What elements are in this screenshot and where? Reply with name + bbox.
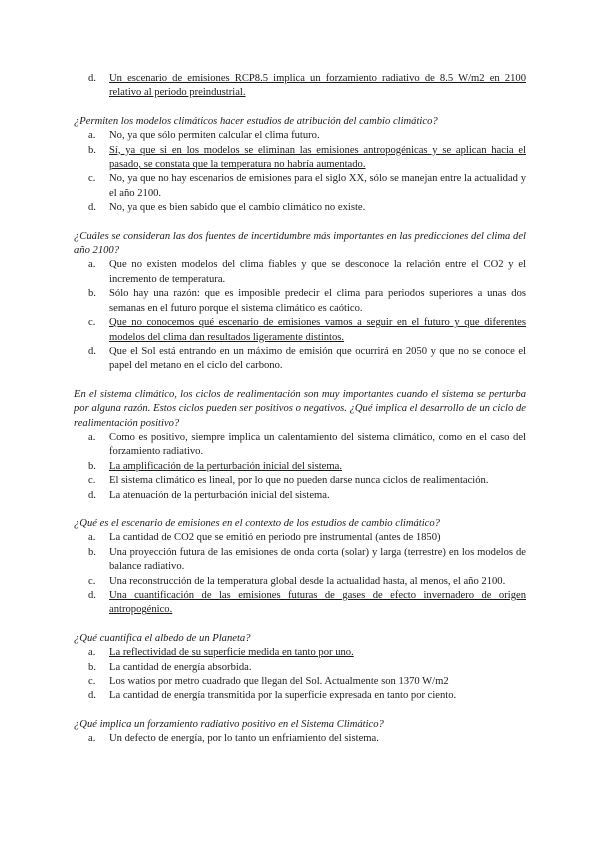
correct-answer-text: La amplificación de la perturbación inicial del sistema.: [109, 460, 342, 472]
option-letter: d.: [88, 202, 96, 214]
answer-option: [74, 546, 526, 575]
question-block: [74, 517, 526, 618]
answer-text: Los watios por metro cuadrado que llegan del Sol. Actualmente son 1370 W/m2: [109, 676, 449, 688]
option-letter: d.: [88, 590, 96, 601]
answer-text: Que no existen modelos del clima fiables y que se desconoce la relación entre el CO2 y el incremento de temperatura.: [109, 259, 526, 285]
question-text: En el sistema climático, los ciclos de realimentación son muy importantes cuando el sistema se perturba por alguna razón. Estos ciclos pueden ser positivos o negativos. ¿Qué implica el desarrollo de un ciclo de realimentación positivo?: [74, 388, 526, 429]
option-letter: a.: [88, 532, 96, 544]
answer-option: [74, 316, 526, 345]
option-letter: b.: [88, 144, 96, 156]
option-letter: a.: [88, 647, 96, 659]
answer-text: La atenuación de la perturbación inicial del sistema.: [109, 489, 330, 501]
correct-answer-text: Una cuantificación de las emisiones futuras de gases de efecto invernadero de origen antropogénico.: [109, 590, 526, 616]
answer-list: [74, 72, 526, 101]
answer-option: [74, 72, 526, 101]
answer-text: Un defecto de energía, por lo tanto un enfriamiento del sistema.: [109, 733, 379, 745]
option-letter: c.: [88, 475, 96, 487]
option-letter: a.: [88, 733, 96, 745]
answer-list: [74, 531, 526, 617]
question-text: ¿Qué cuantifica el albedo de un Planeta?: [74, 632, 251, 644]
option-letter: d.: [88, 489, 96, 501]
option-letter: a.: [88, 259, 96, 271]
question-block: [74, 632, 526, 704]
answer-option: [74, 575, 526, 589]
answer-option: [74, 287, 526, 316]
answer-text: No, ya que sólo permiten calcular el clima futuro.: [109, 130, 320, 142]
answer-list: [74, 258, 526, 373]
answer-list: [74, 129, 526, 215]
question-block: [74, 72, 526, 101]
question-text: ¿Cuáles se consideran las dos fuentes de incertidumbre más importantes en las predicciones del clima del año 2100?: [74, 230, 526, 257]
answer-text: La cantidad de energía absorbida.: [109, 661, 252, 673]
option-letter: a.: [88, 130, 96, 142]
option-letter: a.: [88, 431, 96, 443]
answer-option: [74, 675, 526, 689]
answer-text: La cantidad de energía transmitida por la superficie expresada en tanto por ciento.: [109, 690, 457, 702]
correct-answer-text: Un escenario de emisiones RCP8.5 implica un forzamiento radiativo de 8.5 W/m2 en 2100 relativo al periodo preindustrial.: [109, 73, 526, 99]
option-letter: b.: [88, 460, 96, 472]
answer-list: [74, 646, 526, 704]
question-text: ¿Permiten los modelos climáticos hacer estudios de atribución del cambio climático?: [74, 115, 438, 127]
question-block: [74, 230, 526, 374]
question-block: [74, 718, 526, 747]
answer-option: [74, 489, 526, 503]
question-block: [74, 115, 526, 216]
option-letter: d.: [88, 73, 96, 84]
option-letter: d.: [88, 690, 96, 702]
answer-text: Una reconstrucción de la temperatura global desde la actualidad hasta, al menos, el año 2100.: [109, 575, 506, 587]
correct-answer-text: La reflectividad de su superficie medida en tanto por uno.: [109, 647, 354, 659]
option-letter: b.: [88, 546, 96, 558]
correct-answer-text: Que no conocemos qué escenario de emisiones vamos a seguir en el futuro y que diferentes modelos del clima dan resultados ligeramente distintos.: [109, 317, 526, 343]
answer-list: [74, 732, 526, 746]
answer-text: Que el Sol está entrando en un máximo de emisión que ocurrirá en 2050 y que no se conoce el papel del metano en el ciclo del carbono.: [109, 345, 526, 372]
answer-option: [74, 531, 526, 545]
answer-option: [74, 460, 526, 474]
answer-option: [74, 144, 526, 173]
quiz-content: [74, 72, 526, 761]
answer-option: [74, 474, 526, 488]
answer-text: La cantidad de CO2 que se emitió en periodo pre instrumental (antes de 1850): [109, 532, 441, 544]
correct-answer-text: Sí, ya que si en los modelos se eliminan las emisiones antropogénicas y se aplican hacia el pasado, se constata que la temperatura no habría aumentado.: [109, 144, 526, 171]
option-letter: c.: [88, 676, 96, 688]
answer-text: Una proyección futura de las emisiones de onda corta (solar) y larga (terrestre) en los modelos de balance radiativo.: [109, 546, 526, 573]
question-text: ¿Qué es el escenario de emisiones en el contexto de los estudios de cambio climático?: [74, 517, 440, 529]
answer-list: [74, 431, 526, 503]
question-block: [74, 388, 526, 503]
option-letter: c.: [88, 173, 96, 185]
answer-option: [74, 661, 526, 675]
option-letter: b.: [88, 661, 96, 673]
answer-option: [74, 345, 526, 374]
answer-text: Sólo hay una razón: que es imposible predecir el clima para periodos superiores a unas dos semanas en el futuro porque el sistema climático es caótico.: [109, 288, 526, 314]
answer-option: [74, 646, 526, 660]
answer-text: No, ya que es bien sabido que el cambio climático no existe.: [109, 202, 366, 214]
option-letter: d.: [88, 345, 96, 357]
question-text: ¿Qué implica un forzamiento radiativo positivo en el Sistema Climático?: [74, 718, 384, 730]
answer-option: [74, 431, 526, 460]
answer-option: [74, 129, 526, 143]
option-letter: c.: [88, 575, 96, 587]
answer-option: [74, 589, 526, 618]
answer-text: El sistema climático es lineal, por lo que no pueden darse nunca ciclos de realimentación.: [109, 475, 489, 487]
answer-option: [74, 732, 526, 746]
option-letter: c.: [88, 317, 96, 329]
answer-option: [74, 258, 526, 287]
answer-option: [74, 172, 526, 201]
answer-text: No, ya que no hay escenarios de emisiones para el siglo XX, sólo se manejan entre la actualidad y el año 2100.: [109, 173, 526, 199]
option-letter: b.: [88, 288, 96, 300]
answer-option: [74, 201, 526, 215]
answer-option: [74, 689, 526, 703]
answer-text: Como es positivo, siempre implica un calentamiento del sistema climático, como en el caso del forzamiento radiativo.: [109, 431, 526, 458]
